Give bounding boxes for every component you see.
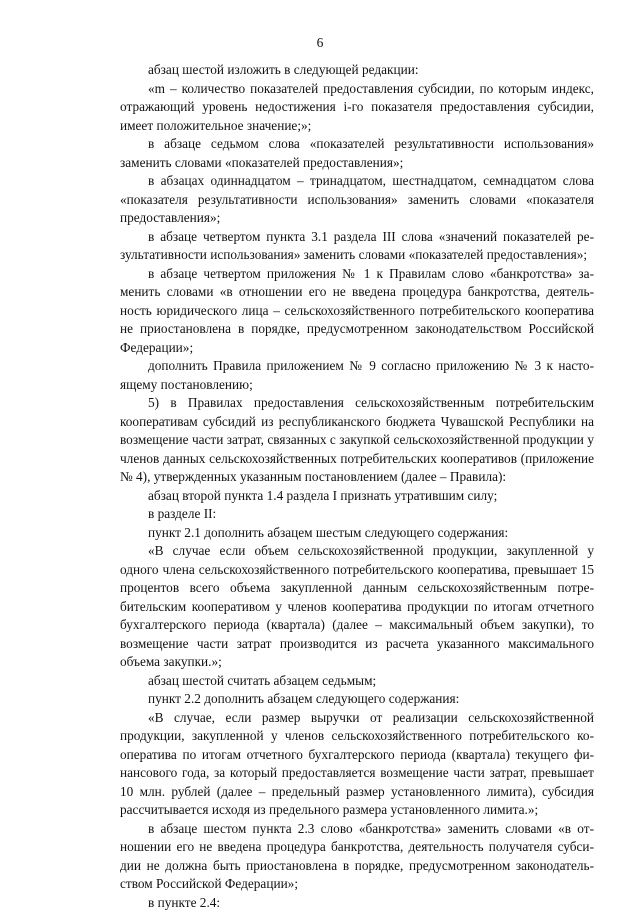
paragraph: в абзаце шестом пункта 2.3 слово «банкротства» заменить словами «в отношении его не введена процедура банкротства, деятельность получателя субсидии не должна быть приостановлена в порядке, предусмотренном законодательством Российской Федерации»;	[120, 820, 594, 894]
paragraph: пункт 2.1 дополнить абзацем шестым следующего содержания:	[120, 524, 594, 543]
page-number: 6	[0, 34, 640, 52]
paragraph: абзац второй пункта 1.4 раздела I признать утратившим силу;	[120, 487, 594, 506]
paragraph: «В случае, если размер выручки от реализации сельскохозяйственной продукции, закупленной у членов сельскохозяйственного потребительского кооператива по итогам отчетного бухгалтерского периода (квартала) текущего финансового года, за который предоставляется возмещение части затрат, превышает 10 млн. рублей (далее – предельный размер установленного лимита), субсидия рассчитывается исходя из предельного размера установленного лимита.»;	[120, 709, 594, 820]
paragraph: «m – количество показателей предоставления субсидии, по которым индекс, отражающий уровень недостижения i-го показателя предоставления субсидии, имеет положительное значение;»;	[120, 80, 594, 136]
paragraph: «В случае если объем сельскохозяйственной продукции, закупленной у одного члена сельскохозяйственного потребительского кооператива, превышает 15 процентов всего объема закупленной данным сельскохозяйственным потребительским кооперативом у членов кооператива продукции по итогам отчетного бухгалтерского периода (квартала) (далее – максимальный объем закупки), то возмещение части затрат производится из расчета указанного максимального объема закупки.»;	[120, 542, 594, 672]
paragraph: 5) в Правилах предоставления сельскохозяйственным потребительским кооперативам субсидий из республиканского бюджета Чувашской Республики на возмещение части затрат, связанных с закупкой сельскохозяйственной продукции у членов данных сельскохозяйственных потребительских кооперативов (приложение № 4), утвержденных указанным постановлением (далее – Правила):	[120, 394, 594, 487]
paragraph: дополнить Правила приложением № 9 согласно приложению № 3 к настоящему постановлению;	[120, 357, 594, 394]
paragraph: в разделе II:	[120, 505, 594, 524]
paragraph: в абзаце четвертом приложения № 1 к Правилам слово «банкротства» заменить словами «в отношении его не введена процедура банкротства, деятельность юридического лица – сельскохозяйственного потребительского кооператива не приостановлена в порядке, предусмотренном законодательством Российской Федерации»;	[120, 265, 594, 358]
paragraph: абзац шестой считать абзацем седьмым;	[120, 672, 594, 691]
paragraph: в абзацах одиннадцатом – тринадцатом, шестнадцатом, семнадцатом слова «показателя результативности использования» заменить словами «показателя предоставления»;	[120, 172, 594, 228]
paragraph: в пункте 2.4:	[120, 894, 594, 912]
paragraph: в абзаце четвертом пункта 3.1 раздела III слова «значений показателей результативности использования» заменить словами «показателей предоставления»;	[120, 228, 594, 265]
paragraph: в абзаце седьмом слова «показателей результативности использования» заменить словами «показателей предоставления»;	[120, 135, 594, 172]
paragraph: абзац шестой изложить в следующей редакции:	[120, 61, 594, 80]
document-body	[120, 61, 594, 912]
paragraph: пункт 2.2 дополнить абзацем следующего содержания:	[120, 690, 594, 709]
